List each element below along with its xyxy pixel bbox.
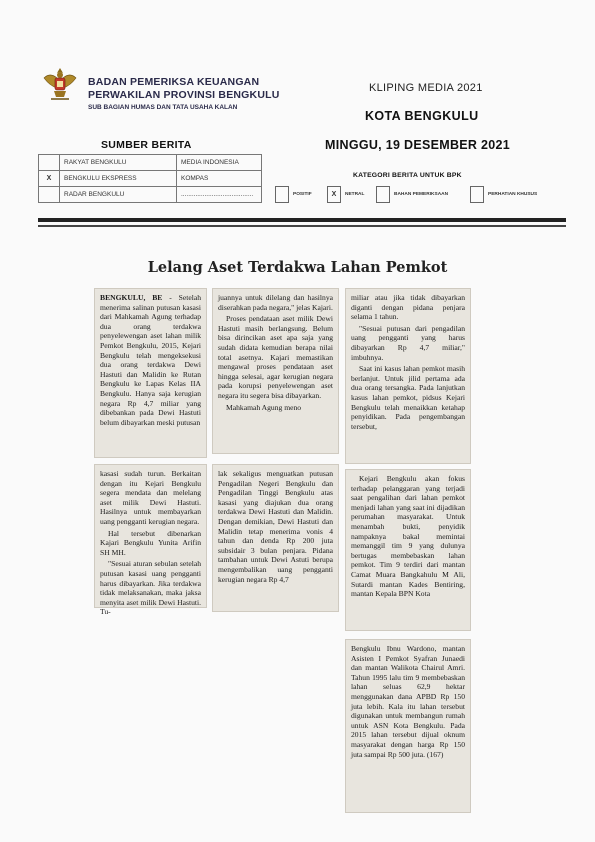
article-paragraph: miliar atau jika tidak dibayarkan diganti dengan pidana penjara selama 1 tahun. <box>351 293 465 322</box>
article-paragraph: Hal tersebut dibenarkan Kajari Bengkulu Yunita Arifin SH MH. <box>100 528 201 557</box>
article-column-4 <box>94 464 207 617</box>
article-paragraph: "Sesuai putusan dari pengadilan uang pengganti yang harus dibayarkan Rp 4,7 miliar," imbuhnya. <box>351 323 465 362</box>
org-name-line1: BADAN PEMERIKSA KEUANGAN <box>88 76 260 88</box>
source-row <box>39 171 262 187</box>
category-checkbox <box>376 186 390 203</box>
category-checkbox <box>470 186 484 203</box>
source-checkbox <box>39 155 60 171</box>
city-title: KOTA BENGKULU <box>365 109 479 123</box>
category-checkbox: X <box>327 186 341 203</box>
garuda-emblem-icon <box>42 64 78 104</box>
article-paragraph: Proses pendataan aset milik Dewi Hastuti masih berlangsung. Belum bisa dirincikan aset apa saja yang sudah didata kemudian berapa nilai total asetnya. Kajari memastikan mengawal proses pendataan aset hingga selesai, agar kerugian negara pada korupsi penyelewengan aset negara itu segera bisa dibayarkan. <box>218 314 333 400</box>
article-column-1 <box>94 288 207 458</box>
source-row <box>39 187 262 203</box>
category-checkbox <box>275 186 289 203</box>
source-name-alt: KOMPAS <box>177 171 262 187</box>
source-row <box>39 155 262 171</box>
source-section-title: SUMBER BERITA <box>101 139 192 151</box>
source-name: RADAR BENGKULU <box>60 187 177 203</box>
article-paragraph <box>100 293 201 427</box>
category-label: PERHATIAN KHUSUS <box>488 192 538 197</box>
source-table <box>38 154 262 203</box>
source-checkbox <box>39 187 60 203</box>
org-name-line2: PERWAKILAN PROVINSI BENGKULU <box>88 89 280 101</box>
category-netral <box>327 186 364 203</box>
category-bahan-pemeriksaan <box>376 186 448 203</box>
source-name: RAKYAT BENGKULU <box>60 155 177 171</box>
kliping-title: KLIPING MEDIA 2021 <box>369 82 483 94</box>
article-paragraph: lak sekaligus menguatkan putusan Pengadilan Negeri Bengkulu dan Pengadilan Tinggi Bengkulu atas kasasi yang diajukan dua orang terdakwa Dewi Hastuti dan Malidin. Dengan demikian, Dewi Hastuti dan Malidin tetap menerima vonis 4 tahun dan denda Rp 200 juta subsidair 3 bulan penjara. Pidana tambahan untuk Dewi Astuti berupa mengembalikan uang pengganti kerugian negara Rp 4,7 <box>218 469 333 584</box>
article-paragraph: Saat ini kasus lahan pemkot masih berlanjut. Untuk jilid pertama ada dua orang tersangka. Pada lanjutkan kasus lahan pemkot, pidsus Kejari Bengkulu telah menaikkan ketahap penyidikan. Pada pengembangan tersebut, <box>351 364 465 431</box>
article-column-7 <box>345 639 471 813</box>
org-subdivision: SUB BAGIAN HUMAS DAN TATA USAHA KALAN <box>88 104 238 111</box>
article-paragraph: juannya untuk dilelang dan hasilnya diserahkan pada negara," jelas Kajari. <box>218 293 333 312</box>
article-column-6 <box>345 469 471 631</box>
category-positif <box>275 186 312 203</box>
source-name-alt: MEDIA INDONESIA <box>177 155 262 171</box>
source-name-alt: ........................................ <box>177 187 262 203</box>
article-dateline: BENGKULU, BE <box>100 293 163 302</box>
article-column-3 <box>345 288 471 464</box>
article-paragraph: Mahkamah Agung meno <box>226 402 302 412</box>
article-column-5 <box>212 464 339 612</box>
source-name: BENGKULU EKSPRESS <box>60 171 177 187</box>
article-paragraph: Bengkulu Ibnu Wardono, mantan Asisten I Pemkot Syafran Junaedi dan mantan Walikota Chairul Amri. Tahun 1995 lalu tim 9 membebaskan lahan seluas 62,9 hektar menggunakan dana APBD Rp 150 juta lebih. Kala itu lahan tersebut digunakan untuk membangun rumah untuk ASN Kota Bengkulu. Pada 2015 lahan tersebut dijual oknum masyarakat dengan harga Rp 150 juta sampai Rp 500 juta. (167) <box>351 644 465 759</box>
category-label: POSITIF <box>293 192 312 197</box>
category-label: BAHAN PEMERIKSAAN <box>394 192 449 197</box>
article-paragraph-text: - Setelah menerima salinan putusan kasasi dari Mahkamah Agung terhadap dua orang terdakwa penyelewengan aset lahan milik Pemkot Bengkulu, 2015, Kejari Bengkulu telah mengeksekusi dua orang terdakwa Dewi Hastuti dan Malidin ke Rutan Bengkulu ke Lapas Kelas IIA Bengkulu. Hanya saja kerugian negara Rp 4,7 miliar yang dibebankan pada Dewi Hastuti belum dibayarkan meski putusan <box>100 293 201 427</box>
article-column-2 <box>212 288 339 454</box>
article-paragraph: "Sesuai aturan sebulan setelah putusan kasasi uang pengganti harus dibayarkan. Jika terdakwa tidak melaksanakan, maka jaksa menyita aset milik Dewi Hastuti. Tu- <box>100 559 201 617</box>
header-divider-thick <box>38 218 566 222</box>
category-title: KATEGORI BERITA UNTUK BPK <box>353 172 462 179</box>
article-paragraph: kasasi sudah turun. Berkaitan dengan itu Kejari Bengkulu segera mendata dan melelang aset milik Dewi Hastuti. Hasilnya untuk membayarkan uang pengganti kerugian negara. <box>100 469 201 526</box>
article-paragraph: Kejari Bengkulu akan fokus terhadap pelanggaran yang terjadi saat pengalihan dari lahan pemkot menjadi lahan yang saat ini dijadikan perumahan masyarakat. Untuk menambah bukti, penyidik nampaknya bakal memintai memanggil tim 9 yang dulunya bertugas membebaskan lahan pemkot. Tim 9 terdiri dari mantan Camat Muara Bangkahulu M Ali, Sutardi mantan Kades Bentiring, mantan Kepala BPN Kota <box>351 474 465 599</box>
header-divider-thin <box>38 225 566 227</box>
date-title: MINGGU, 19 DESEMBER 2021 <box>325 138 511 152</box>
source-checkbox: X <box>39 171 60 187</box>
category-perhatian-khusus <box>470 186 537 203</box>
category-label: NETRAL <box>345 192 365 197</box>
article-headline: Lelang Aset Terdakwa Lahan Pemkot <box>147 259 448 276</box>
